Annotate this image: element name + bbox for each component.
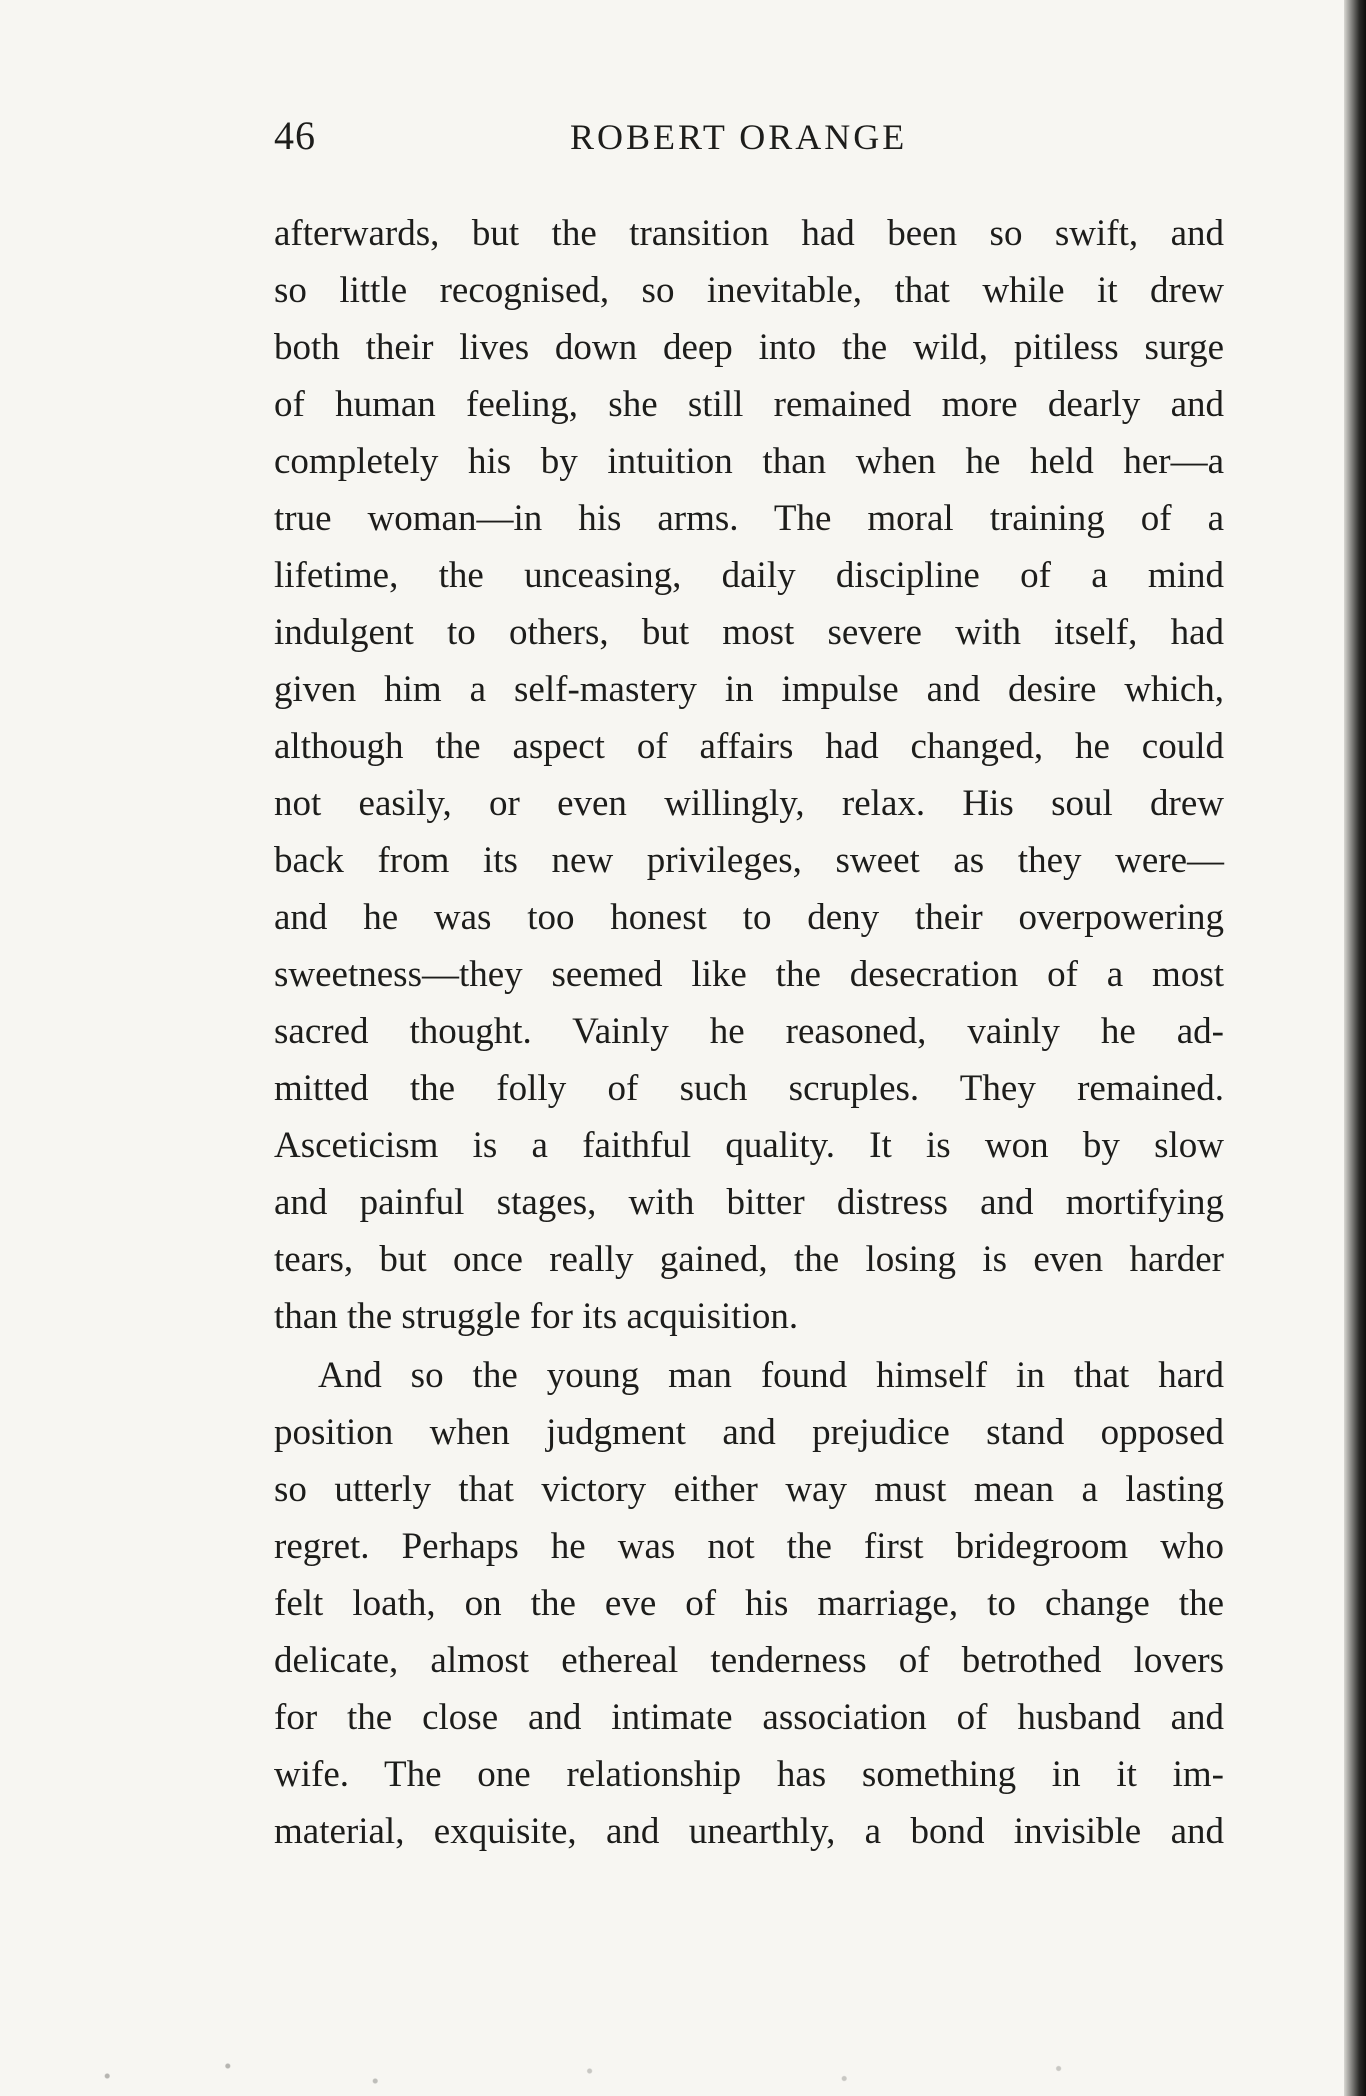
text-line: so little recognised, so inevitable, that while it drew: [274, 270, 1224, 311]
text-line: material, exquisite, and unearthly, a bond invisible and: [274, 1811, 1224, 1852]
body-text: [274, 205, 1224, 1860]
text-line: sweetness—they seemed like the desecration of a most: [274, 954, 1224, 995]
text-line: back from its new privileges, sweet as they were—: [274, 840, 1224, 881]
text-line: and painful stages, with bitter distress and mortifying: [274, 1182, 1224, 1223]
text-line: not easily, or even willingly, relax. His soul drew: [274, 783, 1224, 824]
text-line: And so the young man found himself in that hard: [318, 1355, 1224, 1396]
scan-speckle: [0, 2046, 1340, 2096]
text-line: delicate, almost ethereal tenderness of betrothed lovers: [274, 1640, 1224, 1681]
page-edge-shadow: [1344, 0, 1366, 2096]
text-line: given him a self-mastery in impulse and desire which,: [274, 669, 1224, 710]
text-line: for the close and intimate association of husband and: [274, 1697, 1224, 1738]
text-line: sacred thought. Vainly he reasoned, vainly he ad-: [274, 1011, 1224, 1052]
text-line: indulgent to others, but most severe with itself, had: [274, 612, 1224, 653]
paragraph-1: [274, 205, 1224, 1345]
text-line: although the aspect of affairs had changed, he could: [274, 726, 1224, 767]
text-line: both their lives down deep into the wild, pitiless surge: [274, 327, 1224, 368]
text-line: felt loath, on the eve of his marriage, to change the: [274, 1583, 1224, 1624]
text-line: and he was too honest to deny their overpowering: [274, 897, 1224, 938]
running-title: ROBERT ORANGE: [570, 117, 908, 157]
text-line: wife. The one relationship has something in it im-: [274, 1754, 1224, 1795]
page-number: 46: [274, 113, 316, 158]
text-line: regret. Perhaps he was not the first bridegroom who: [274, 1526, 1224, 1567]
text-line: tears, but once really gained, the losing is even harder: [274, 1239, 1224, 1280]
text-line: Asceticism is a faithful quality. It is won by slow: [274, 1125, 1224, 1166]
text-line: afterwards, but the transition had been so swift, and: [274, 213, 1224, 254]
text-line: completely his by intuition than when he held her—a: [274, 441, 1224, 482]
text-line: mitted the folly of such scruples. They remained.: [274, 1068, 1224, 1109]
text-line: true woman—in his arms. The moral training of a: [274, 498, 1224, 539]
text-line: so utterly that victory either way must mean a lasting: [274, 1469, 1224, 1510]
paragraph-2: [274, 1347, 1224, 1860]
page-header: [274, 112, 1224, 172]
text-line: than the struggle for its acquisition.: [274, 1296, 799, 1337]
text-line: of human feeling, she still remained more dearly and: [274, 384, 1224, 425]
text-line: lifetime, the unceasing, daily discipline of a mind: [274, 555, 1224, 596]
text-line: position when judgment and prejudice stand opposed: [274, 1412, 1224, 1453]
